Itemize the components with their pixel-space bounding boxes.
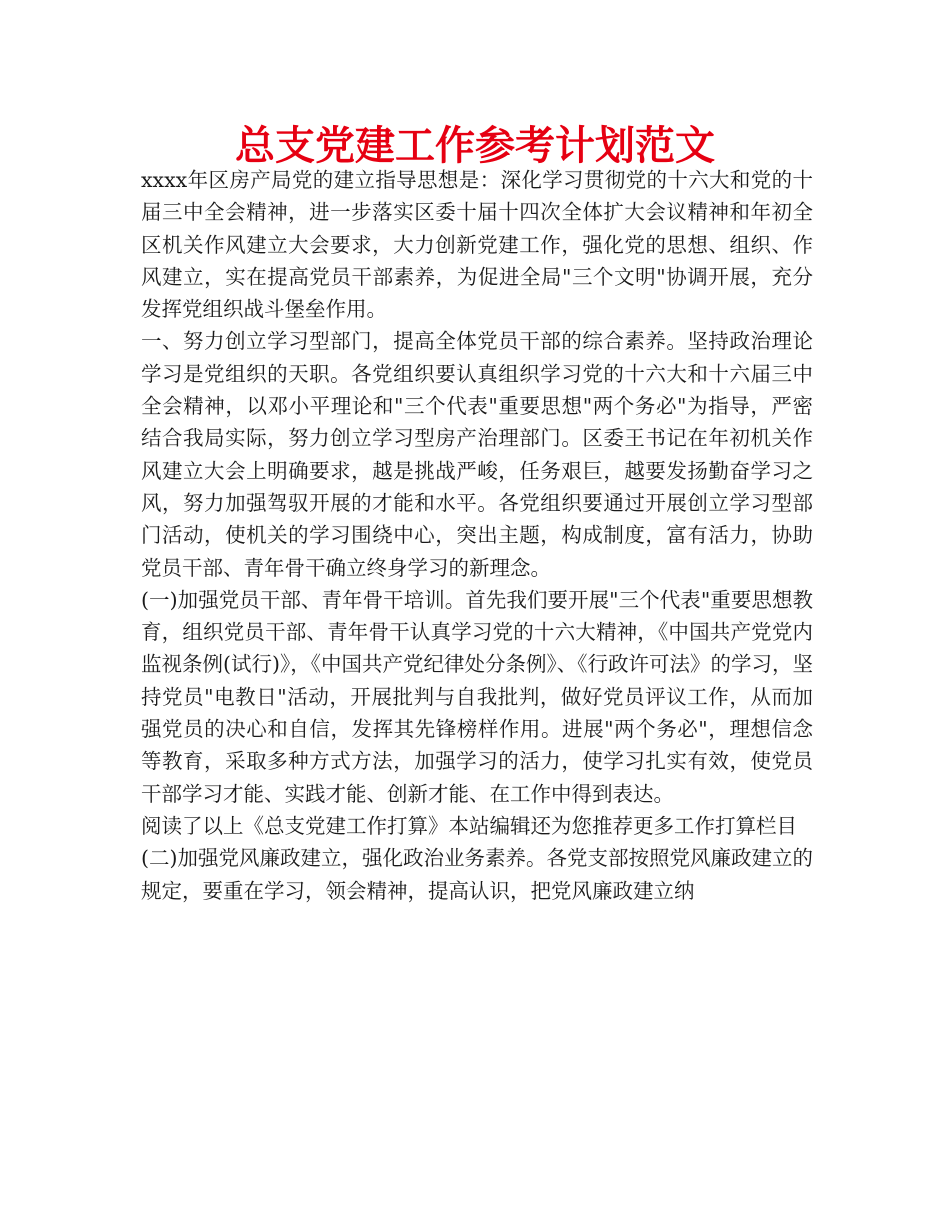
paragraph-party-conduct: (二)加强党风廉政建立，强化政治业务素养。各党支部按照党风廉政建立的规定，要重在学习，领会精神，提高认识，把党风廉政建立纳 bbox=[141, 846, 813, 903]
paragraph-recommendation: 阅读了以上《总支党建工作打算》本站编辑还为您推荐更多工作打算栏目 bbox=[141, 813, 797, 838]
paragraph-guiding-ideology: xxxx年区房产局党的建立指导思想是：深化学习贯彻党的十六大和党的十届三中全会精神，进一步落实区委十届十四次全体扩大会议精神和年初全区机关作风建立大会要求，大力创新党建工作，强化党的思想、组织、作风建立，实在提高党员干部素养，为促进全局"三个文明"协调开展，充分发挥党组织战斗堡垒作用。 bbox=[141, 168, 813, 322]
paragraph-learning-department: 一、努力创立学习型部门，提高全体党员干部的综合素养。坚持政治理论学习是党组织的天职。各党组织要认真组织学习党的十六大和十六届三中全会精神，以邓小平理论和"三个代表"重要思想"两个务必"为指导，严密结合我局实际，努力创立学习型房产治理部门。区委王书记在年初机关作风建立大会上明确要求，越是挑战严峻，任务艰巨，越要发扬勤奋学习之风，努力加强驾驭开展的才能和水平。各党组织要通过开展创立学习型部门活动，使机关的学习围绕中心，突出主题，构成制度，富有活力，协助党员干部、青年骨干确立终身学习的新理念。 bbox=[141, 329, 813, 580]
paragraph-training: (一)加强党员干部、青年骨干培训。首先我们要开展"三个代表"重要思想教育，组织党员干部、青年骨干认真学习党的十六大精神，《中国共产党党内监视条例(试行)》，《中国共产党纪律处分条例》、《行政许可法》的学习，坚持党员"电教日"活动，开展批判与自我批判，做好党员评议工作，从而加强党员的决心和自信，发挥其先锋榜样作用。进展"两个务必"，理想信念等教育，采取多种方式方法，加强学习的活力，使学习扎实有效，使党员干部学习才能、实践才能、创新才能、在工作中得到表达。 bbox=[141, 587, 813, 806]
document-body bbox=[141, 164, 813, 907]
document-title: 总支党建工作参考计划范文 bbox=[235, 123, 715, 169]
